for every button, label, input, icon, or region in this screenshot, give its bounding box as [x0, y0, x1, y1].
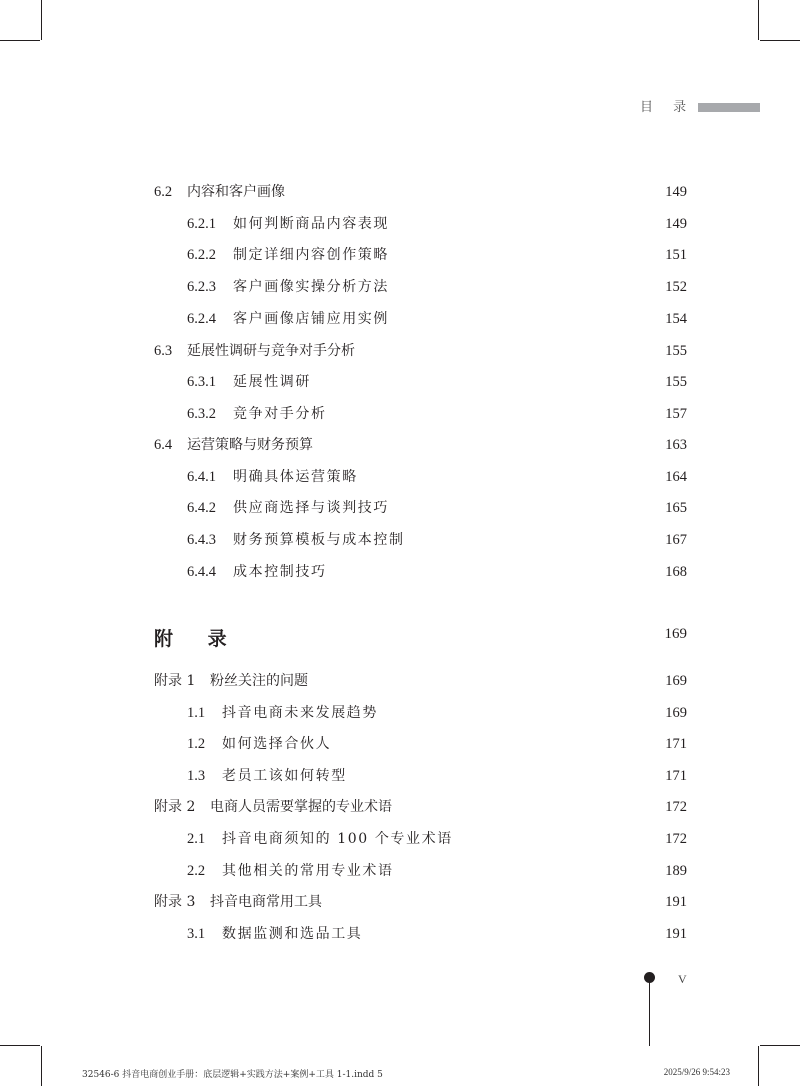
page-number: V	[678, 972, 687, 986]
toc-number: 附录 2	[154, 799, 196, 815]
toc-title: 电商人员需要掌握的专业术语	[210, 799, 392, 815]
toc-title: 抖音电商须知的 100 个专业术语	[222, 831, 453, 847]
toc-number: 6.4	[154, 437, 173, 453]
appendix-page: 169	[664, 626, 687, 642]
toc-number: 2.2	[187, 863, 206, 879]
toc-number: 6.3.1	[187, 374, 216, 390]
crop-mark	[0, 40, 40, 41]
toc-number: 附录 3	[154, 894, 196, 910]
toc-page: 152	[665, 279, 687, 295]
toc-entry[interactable]	[0, 528, 800, 552]
crop-mark	[758, 0, 759, 40]
folio-rule	[649, 978, 650, 1046]
toc-entry[interactable]	[0, 560, 800, 584]
toc-title: 其他相关的常用专业术语	[222, 863, 394, 879]
folio-dot	[644, 972, 655, 983]
toc-entry[interactable]	[0, 827, 800, 851]
toc-page: 151	[665, 247, 687, 263]
running-head-bar	[698, 103, 760, 112]
crop-mark	[41, 1046, 42, 1086]
toc-entry[interactable]	[0, 370, 800, 394]
toc-number: 3.1	[187, 926, 206, 942]
toc-title: 财务预算模板与成本控制	[233, 532, 405, 548]
toc-page: 164	[665, 469, 687, 485]
toc-page: 154	[665, 311, 687, 327]
toc-entry[interactable]	[0, 890, 800, 914]
toc-number: 附录 1	[154, 673, 196, 689]
toc-page: 169	[665, 705, 687, 721]
toc-entry[interactable]	[0, 307, 800, 331]
toc-title: 客户画像店铺应用实例	[233, 311, 389, 327]
toc-page: 172	[665, 799, 687, 815]
toc-page: 149	[665, 216, 687, 232]
toc-entry[interactable]	[0, 275, 800, 299]
toc-title: 粉丝关注的问题	[210, 673, 308, 689]
toc-number: 6.2.2	[187, 247, 216, 263]
toc-number: 6.3.2	[187, 406, 216, 422]
crop-mark	[760, 40, 800, 41]
crop-mark	[0, 1045, 40, 1046]
toc-page: 171	[665, 736, 687, 752]
toc-number: 6.4.1	[187, 469, 216, 485]
toc-number: 6.2	[154, 184, 173, 200]
toc-number: 6.3	[154, 343, 173, 359]
toc-entry[interactable]	[0, 859, 800, 883]
toc-title: 明确具体运营策略	[233, 469, 358, 485]
toc-page: 169	[665, 673, 687, 689]
crop-mark	[760, 1045, 800, 1046]
toc-number: 6.4.3	[187, 532, 216, 548]
toc-page: 172	[665, 831, 687, 847]
toc-number: 2.1	[187, 831, 206, 847]
toc-number: 6.2.4	[187, 311, 216, 327]
toc-title: 供应商选择与谈判技巧	[233, 500, 389, 516]
toc-number: 1.1	[187, 705, 206, 721]
toc-number: 1.2	[187, 736, 206, 752]
toc-title: 制定详细内容创作策略	[233, 247, 389, 263]
toc-title: 运营策略与财务预算	[187, 437, 313, 453]
toc-entry[interactable]	[0, 732, 800, 756]
toc-entry[interactable]	[0, 701, 800, 725]
toc-number: 6.4.2	[187, 500, 216, 516]
toc-page: 165	[665, 500, 687, 516]
toc-entry[interactable]	[0, 339, 800, 363]
toc-entry[interactable]	[0, 795, 800, 819]
appendix-heading[interactable]: 附 录	[154, 628, 241, 650]
toc-entry[interactable]	[0, 669, 800, 693]
toc-entry[interactable]	[0, 433, 800, 457]
toc-title: 客户画像实操分析方法	[233, 279, 389, 295]
toc-title: 数据监测和选品工具	[222, 926, 363, 942]
toc-entry[interactable]	[0, 764, 800, 788]
crop-mark	[758, 1046, 759, 1086]
toc-title: 内容和客户画像	[187, 184, 285, 200]
toc-entry[interactable]	[0, 243, 800, 267]
toc-page: 149	[665, 184, 687, 200]
toc-entry[interactable]	[0, 212, 800, 236]
toc-number: 1.3	[187, 768, 206, 784]
toc-page: 191	[665, 894, 687, 910]
toc-page: 157	[665, 406, 687, 422]
slug-filename: 32546-6 抖音电商创业手册：底层逻辑+实践方法+案例+工具 1-1.indd 5	[82, 1070, 383, 1080]
toc-page: 155	[665, 343, 687, 359]
toc-title: 抖音电商未来发展趋势	[222, 705, 378, 721]
toc-title: 抖音电商常用工具	[210, 894, 322, 910]
toc-title: 成本控制技巧	[233, 564, 327, 580]
toc-title: 延展性调研	[233, 374, 311, 390]
toc-title: 老员工该如何转型	[222, 768, 347, 784]
toc-number: 6.4.4	[187, 564, 216, 580]
toc-entry[interactable]	[0, 465, 800, 489]
toc-page: 163	[665, 437, 687, 453]
toc-number: 6.2.1	[187, 216, 216, 232]
toc-page: 167	[665, 532, 687, 548]
toc-entry[interactable]	[0, 180, 800, 204]
toc-page: 168	[665, 564, 687, 580]
toc-entry[interactable]	[0, 922, 800, 946]
toc-title: 如何判断商品内容表现	[233, 216, 389, 232]
toc-page: 191	[665, 926, 687, 942]
toc-title: 延展性调研与竞争对手分析	[187, 343, 355, 359]
toc-number: 6.2.3	[187, 279, 216, 295]
slug-timestamp: 2025/9/26 9:54:23	[663, 1067, 730, 1077]
crop-mark	[41, 0, 42, 40]
toc-title: 如何选择合伙人	[222, 736, 332, 752]
toc-page: 171	[665, 768, 687, 784]
running-head: 目 录	[640, 100, 695, 115]
toc-entry[interactable]	[0, 496, 800, 520]
toc-entry[interactable]	[0, 402, 800, 426]
toc-page: 155	[665, 374, 687, 390]
toc-page: 189	[665, 863, 687, 879]
toc-title: 竞争对手分析	[233, 406, 327, 422]
